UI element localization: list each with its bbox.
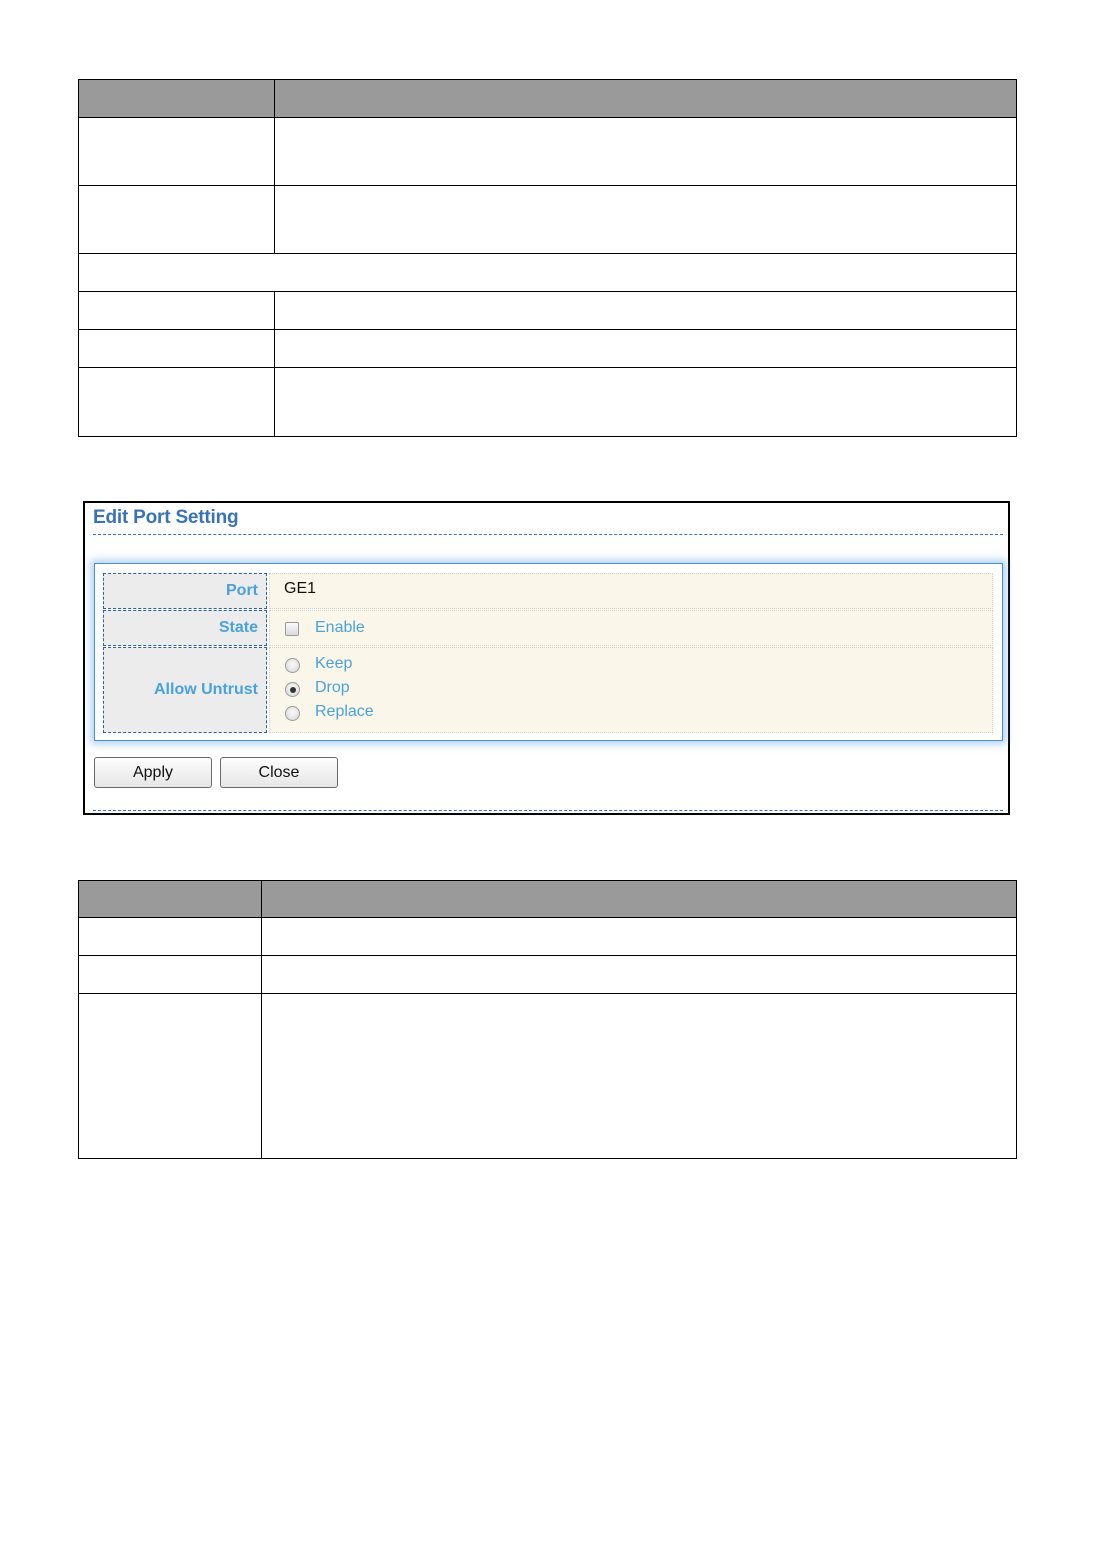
state-enable-label[interactable]: Enable xyxy=(315,619,365,636)
close-button[interactable]: Close xyxy=(220,757,338,788)
allow-untrust-row xyxy=(103,647,993,733)
dialog-title: Edit Port Setting xyxy=(93,507,239,528)
radio-drop[interactable] xyxy=(285,682,300,697)
table-row xyxy=(79,292,1017,330)
port-value: GE1 xyxy=(284,580,317,597)
table-header-row xyxy=(79,80,1017,118)
port-label: Port xyxy=(103,573,267,609)
state-label: State xyxy=(103,610,267,646)
upper-description-table xyxy=(78,79,1017,437)
table-row xyxy=(79,186,1017,254)
edit-port-setting-dialog xyxy=(83,501,1010,815)
port-value-cell xyxy=(269,573,993,609)
state-row xyxy=(103,610,993,646)
table-row xyxy=(79,956,1017,994)
apply-button[interactable]: Apply xyxy=(94,757,212,788)
radio-replace-label[interactable]: Replace xyxy=(315,703,374,720)
radio-drop-label[interactable]: Drop xyxy=(315,679,350,696)
radio-keep[interactable] xyxy=(285,658,300,673)
table-row xyxy=(79,118,1017,186)
title-divider xyxy=(93,534,1003,535)
table-row xyxy=(79,330,1017,368)
state-enable-checkbox[interactable] xyxy=(285,622,299,636)
radio-keep-label[interactable]: Keep xyxy=(315,655,353,672)
settings-panel xyxy=(94,563,1003,741)
state-value-cell xyxy=(269,610,993,646)
port-row xyxy=(103,573,993,609)
table-header-row xyxy=(79,881,1017,918)
bottom-divider xyxy=(93,810,1003,811)
table-section-row xyxy=(79,254,1017,292)
allow-untrust-label: Allow Untrust xyxy=(103,647,267,733)
allow-untrust-value-cell xyxy=(269,647,993,733)
radio-replace[interactable] xyxy=(285,706,300,721)
table-row xyxy=(79,368,1017,437)
table-row xyxy=(79,918,1017,956)
lower-description-table xyxy=(78,880,1017,1159)
table-row xyxy=(79,994,1017,1159)
